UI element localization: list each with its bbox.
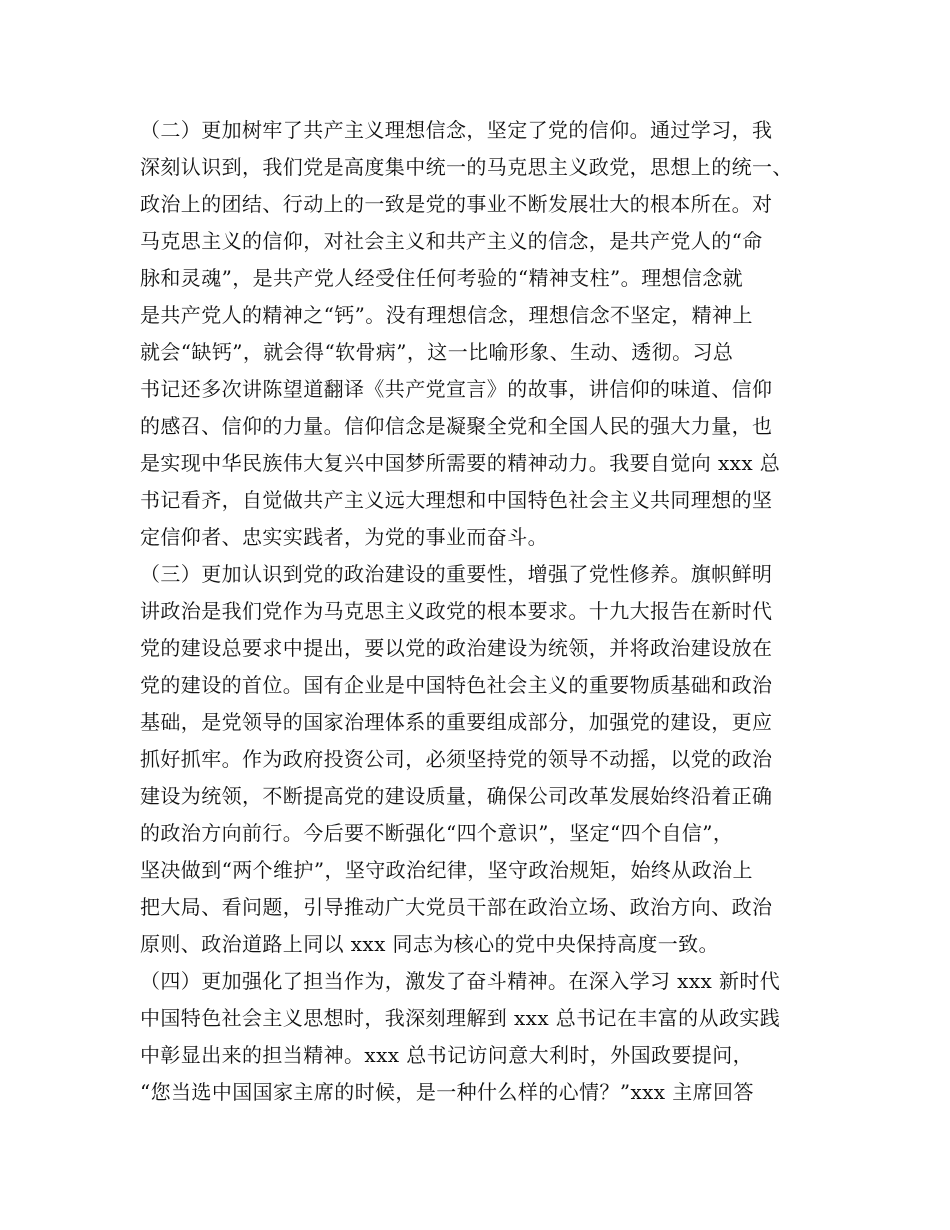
text-line: 书记还多次讲陈望道翻译《共产党宣言》的故事，讲信仰的味道、信仰	[140, 377, 773, 401]
text-line: 定信仰者、忠实实践者，为党的事业而奋斗。	[140, 525, 548, 549]
text-line: 抓好抓牢。作为政府投资公司，必须坚持党的领导不动摇，以党的政治	[140, 747, 773, 771]
text-line: （二）更加树牢了共产主义理想信念，坚定了党的信仰。通过学习，我	[140, 118, 773, 142]
text-line: 坚决做到“两个维护”，坚守政治纪律，坚守政治规矩，始终从政治上	[140, 858, 753, 882]
text-line: 是实现中华民族伟大复兴中国梦所需要的精神动力。我要自觉向 xxx 总	[140, 451, 781, 475]
document-body	[140, 112, 830, 1111]
text-line: 深刻认识到，我们党是高度集中统一的马克思主义政党，思想上的统一、	[140, 155, 793, 179]
text-line: 中彰显出来的担当精神。xxx 总书记访问意大利时，外国政要提问，	[140, 1043, 753, 1067]
text-line: 中国特色社会主义思想时，我深刻理解到 xxx 总书记在丰富的从政实践	[140, 1006, 781, 1030]
text-line: 党的建设的首位。国有企业是中国特色社会主义的重要物质基础和政治	[140, 673, 773, 697]
text-line: 讲政治是我们党作为马克思主义政党的根本要求。十九大报告在新时代	[140, 599, 773, 623]
text-line: 的感召、信仰的力量。信仰信念是凝聚全党和全国人民的强大力量，也	[140, 414, 773, 438]
text-line: 书记看齐，自觉做共产主义远大理想和中国特色社会主义共同理想的坚	[140, 488, 773, 512]
text-line: 就会“缺钙”，就会得“软骨病”，这一比喻形象、生动、透彻。习总	[140, 340, 734, 364]
text-line: 建设为统领，不断提高党的建设质量，确保公司改革发展始终沿着正确	[140, 784, 773, 808]
text-line: 马克思主义的信仰，对社会主义和共产主义的信念，是共产党人的“命	[140, 229, 763, 253]
text-line: 原则、政治道路上同以 xxx 同志为核心的党中央保持高度一致。	[140, 932, 719, 956]
text-line: 党的建设总要求中提出，要以党的政治建设为统领，并将政治建设放在	[140, 636, 773, 660]
text-line: （四）更加强化了担当作为，激发了奋斗精神。在深入学习 xxx 新时代	[140, 969, 781, 993]
text-line: （三）更加认识到党的政治建设的重要性，增强了党性修养。旗帜鲜明	[140, 562, 773, 586]
text-line: 的政治方向前行。今后要不断强化“四个意识”，坚定“四个自信”，	[140, 821, 734, 845]
text-line: 基础，是党领导的国家治理体系的重要组成部分，加强党的建设，更应	[140, 710, 773, 734]
text-line: 脉和灵魂”，是共产党人经受住任何考验的“精神支柱”。理想信念就	[140, 266, 744, 290]
text-line: 政治上的团结、行动上的一致是党的事业不断发展壮大的根本所在。对	[140, 192, 773, 216]
text-line: 是共产党人的精神之“钙”。没有理想信念，理想信念不坚定，精神上	[140, 303, 753, 327]
text-line: “您当选中国国家主席的时候，是一种什么样的心情？”xxx 主席回答	[140, 1080, 754, 1104]
text-line: 把大局、看问题，引导推动广大党员干部在政治立场、政治方向、政治	[140, 895, 773, 919]
